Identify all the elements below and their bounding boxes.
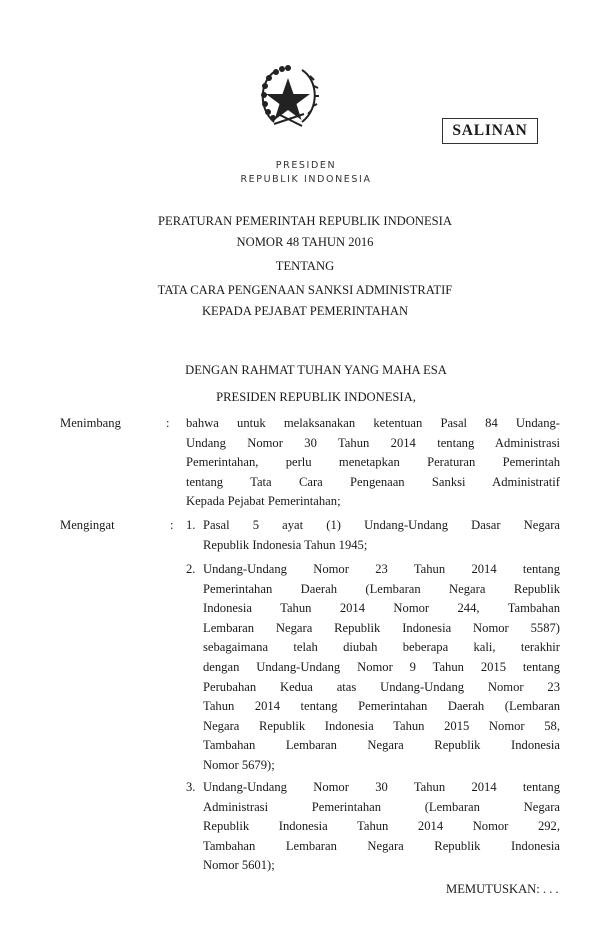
document-title	[150, 212, 460, 322]
menimbang-label: Menimbang	[60, 416, 121, 430]
text-line: Republik Indonesia Tahun 1945;	[203, 537, 368, 552]
text-line: Kepada Pejabat Pemerintahan;	[186, 494, 341, 509]
text-line: Tahun 2014 tentang Pemerintahan Daerah (Lembaran	[203, 699, 560, 714]
text-line: Pemerintahan, perlu menetapkan Peraturan Pemerintah	[186, 455, 560, 470]
title-tentang: TENTANG	[275, 259, 335, 273]
item-number: 3.	[186, 780, 196, 794]
text-line: Undang-Undang Nomor 30 Tahun 2014 tentang	[203, 780, 560, 794]
menimbang-text	[186, 414, 560, 512]
salinan-stamp: SALINAN	[442, 118, 538, 144]
text-line: Pasal 5 ayat (1) Undang-Undang Dasar Negara	[203, 518, 560, 532]
text-line: Perubahan Kedua atas Undang-Undang Nomor 23	[203, 679, 560, 694]
text-line: Undang-Undang Nomor 23 Tahun 2014 tentang	[203, 562, 560, 576]
issuer-republic: REPUBLIK INDONESIA	[240, 174, 372, 185]
preamble-line: DENGAN RAHMAT TUHAN YANG MAHA ESA	[185, 363, 447, 377]
text-line: Negara Republik Indonesia Tahun 2015 Nomor 58,	[203, 718, 560, 733]
text-line: Lembaran Negara Republik Indonesia Nomor 5587)	[203, 620, 560, 635]
text-line: Pemerintahan Daerah (Lembaran Negara Republik	[203, 581, 560, 596]
title-subject: TATA CARA PENGENAAN SANKSI ADMINISTRATIF	[157, 283, 453, 297]
item-number: 2.	[186, 562, 196, 576]
preamble-line: PRESIDEN REPUBLIK INDONESIA,	[216, 390, 416, 404]
continuation-marker: MEMUTUSKAN: . . .	[446, 882, 559, 896]
mengingat-colon: :	[170, 518, 174, 532]
title-number: NOMOR 48 TAHUN 2016	[236, 235, 374, 249]
text-line: Indonesia Tahun 2014 Nomor 244, Tambahan	[203, 601, 560, 616]
title-subject-2: KEPADA PEJABAT PEMERINTAHAN	[201, 304, 409, 318]
preamble	[160, 361, 472, 408]
text-line: sebagaimana telah diubah beberapa kali, terakhir	[203, 640, 560, 655]
title-line: PERATURAN PEMERINTAH REPUBLIK INDONESIA	[158, 214, 452, 228]
text-line: tentang Tata Cara Pengenaan Sanksi Administratif	[186, 474, 560, 489]
text-line: Undang Nomor 30 Tahun 2014 tentang Administrasi	[186, 435, 560, 450]
menimbang-colon: :	[166, 416, 170, 430]
text-line: Nomor 5601);	[203, 858, 275, 873]
text-line: Administrasi Pemerintahan (Lembaran Negara	[203, 799, 560, 814]
text-line: Republik Indonesia Tahun 2014 Nomor 292,	[203, 819, 560, 834]
text-line: bahwa untuk melaksanakan ketentuan Pasal 84 Undang-	[186, 416, 560, 430]
issuer-president: PRESIDEN	[275, 160, 337, 171]
item-number: 1.	[186, 518, 196, 532]
mengingat-label: Mengingat	[60, 518, 115, 532]
text-line: dengan Undang-Undang Nomor 9 Tahun 2015 tentang	[203, 659, 560, 674]
presidential-emblem-icon	[252, 64, 324, 132]
text-line: Nomor 5679);	[203, 757, 275, 772]
text-line: Tambahan Lembaran Negara Republik Indonesia	[203, 838, 560, 853]
text-line: Tambahan Lembaran Negara Republik Indonesia	[203, 738, 560, 753]
